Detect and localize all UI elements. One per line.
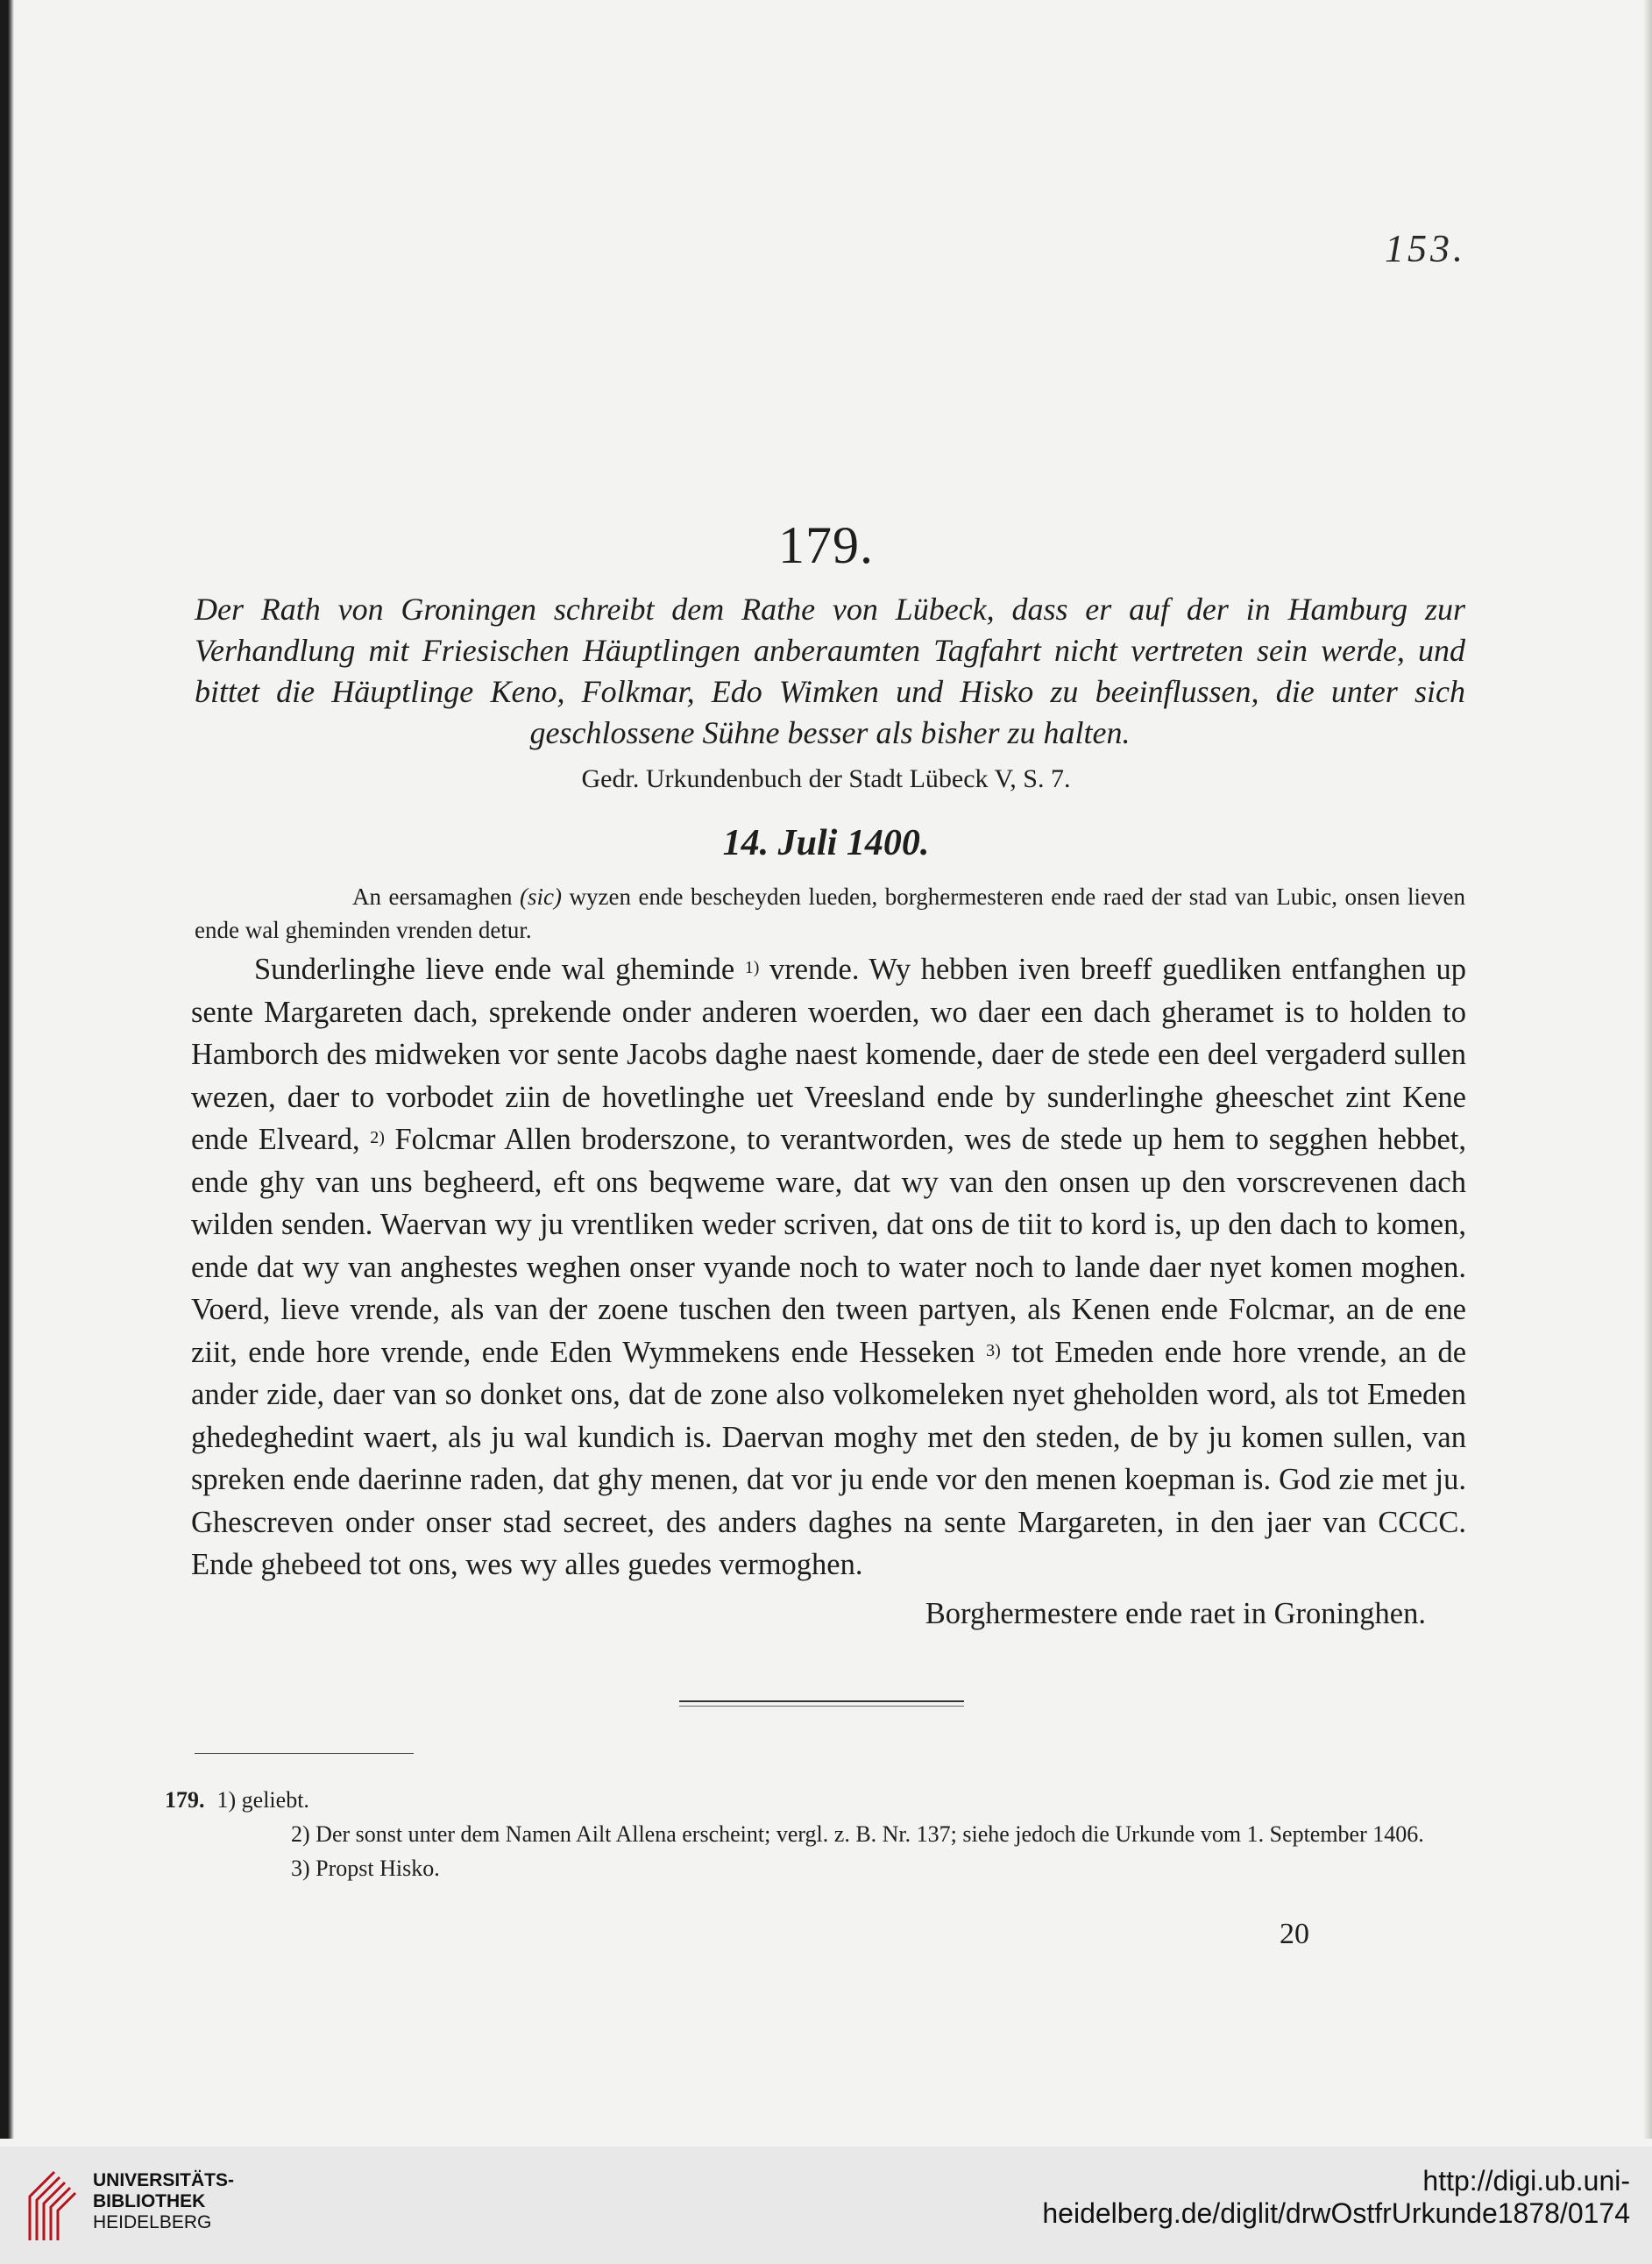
footnote-ref-1: 1) [744, 958, 760, 977]
footnote-2-text: Der sonst unter dem Namen Ailt Allena erscheint; vergl. z. B. Nr. 137; siehe jedoch die Urkunde vom 1. September 1406. [316, 1821, 1424, 1847]
source-citation: Gedr. Urkundenbuch der Stadt Lübeck V, S. 7. [581, 764, 1071, 793]
letter-body [191, 948, 1466, 1586]
permalink-url[interactable]: http://digi.ub.uni-heidelberg.de/diglit/drwOstfrUrkunde1878/0174 [1042, 2165, 1630, 2229]
section-divider [679, 1700, 964, 1702]
letter-segment-4: tot Emeden ende hore vrende, an de ander zide, daer van so donket ons, dat de zone also volkomeleken nyet gheholden word, als tot Emeden ghedeghedint waert, als ju wal kundich is. Daervan moghy met den steden, de by ju komen sullen, van spreken ende daerinne raden, dat ghy menen, dat vor ju ende vor den menen koepman is. God zie met ju. Ghescreven onder onser stad secreet, des anders daghes na sente Margareten, in den jaer van CCCC. Ende ghebeed tot ons, wes wy alles guedes vermoghen. [191, 1335, 1467, 1581]
footnote-ref-2: 2) [370, 1128, 385, 1147]
library-logo-icon[interactable] [25, 2158, 81, 2246]
address-after-sic: wyzen ende bescheyden lueden, borghermesteren ende raed der stad van Lubic, onsen lieven ende wal gheminden vrenden detur. [195, 884, 1466, 943]
letter-signature: Borghermestere ende raet in Groninghen. [925, 1597, 1426, 1630]
section-divider-thin [679, 1706, 964, 1707]
footnote-1 [165, 1783, 1444, 1817]
address-before-sic: An eersamaghen [352, 884, 513, 910]
letter-segment-1: Sunderlinghe lieve ende wal gheminde [254, 953, 735, 986]
footnote-1-text: geliebt. [241, 1787, 309, 1813]
scan-right-edge [1643, 0, 1652, 2139]
footnote-3-mark: 3) [291, 1856, 310, 1881]
footnote-2 [165, 1817, 1444, 1851]
page-number: 20 [1280, 1918, 1309, 1950]
library-name[interactable] [93, 2170, 234, 2233]
footnote-doc-ref: 179. [165, 1787, 205, 1813]
footnote-3 [165, 1851, 1444, 1885]
sic-note: (sic) [520, 884, 562, 910]
handwritten-folio-number: 153. [1385, 227, 1466, 270]
footnote-1-mark: 1) [216, 1787, 237, 1813]
letter-address [195, 880, 1465, 947]
library-name-line-2: BIBLIOTHEK [93, 2191, 206, 2211]
footnote-rule [195, 1753, 414, 1754]
letter-segment-2: vrende. Wy hebben iven breeff guedliken entfanghen up sente Margareten dach, sprekende onder anderen woerden, wo daer een dach gheramet is to holden to Hamborch des midweken vor sente Jacobs daghe naest komende, daer de stede een deel vergaderd sullen wezen, daer to vorbodet ziin de hovetlinghe uet Vreesland ende by sunderlinghe gheeschet zint Kene ende Elveard, [191, 953, 1467, 1156]
footnote-3-text: Propst Hisko. [316, 1856, 440, 1881]
letter-segment-3: Folcmar Allen broderszone, to verantworden, wes de stede up hem to segghen hebbet, ende ghy van uns begheerd, eft ons beqweme ware, dat wy van den onsen up den vorscrevenen dach wilden senden. Waervan wy ju vrentliken weder scriven, dat ons de tiit to kord is, up den dach to komen, ende dat wy van anghestes weghen onser vyande noch to water noch to lande daer nyet komen moghen. Voerd, lieve vrende, als van der zoene tuschen den tween partyen, als Kenen ende Folcmar, an de ene ziit, ende hore vrende, ende Eden Wymmekens ende Hesseken [191, 1123, 1467, 1369]
footnote-ref-3: 3) [986, 1340, 1001, 1360]
scan-left-edge [0, 0, 14, 2139]
footnotes [165, 1783, 1444, 1885]
footnote-2-mark: 2) [291, 1821, 310, 1847]
document-number: 179. [778, 516, 874, 574]
library-name-line-1: UNIVERSITÄTS- [93, 2170, 235, 2190]
library-name-line-3: HEIDELBERG [93, 2212, 212, 2232]
document-date: 14. Juli 1400. [722, 823, 930, 863]
document-summary: Der Rath von Groningen schreibt dem Rathe von Lübeck, dass er auf der in Hamburg zur Verhandlung mit Friesischen Häuptlingen anberaumten Tagfahrt nicht vertreten sein werde, und bittet die Häuptlinge Keno, Folkmar, Edo Wimken und Hisko zu beeinflussen, die unter sich geschlossene Sühne besser als bisher zu halten. [195, 592, 1465, 750]
